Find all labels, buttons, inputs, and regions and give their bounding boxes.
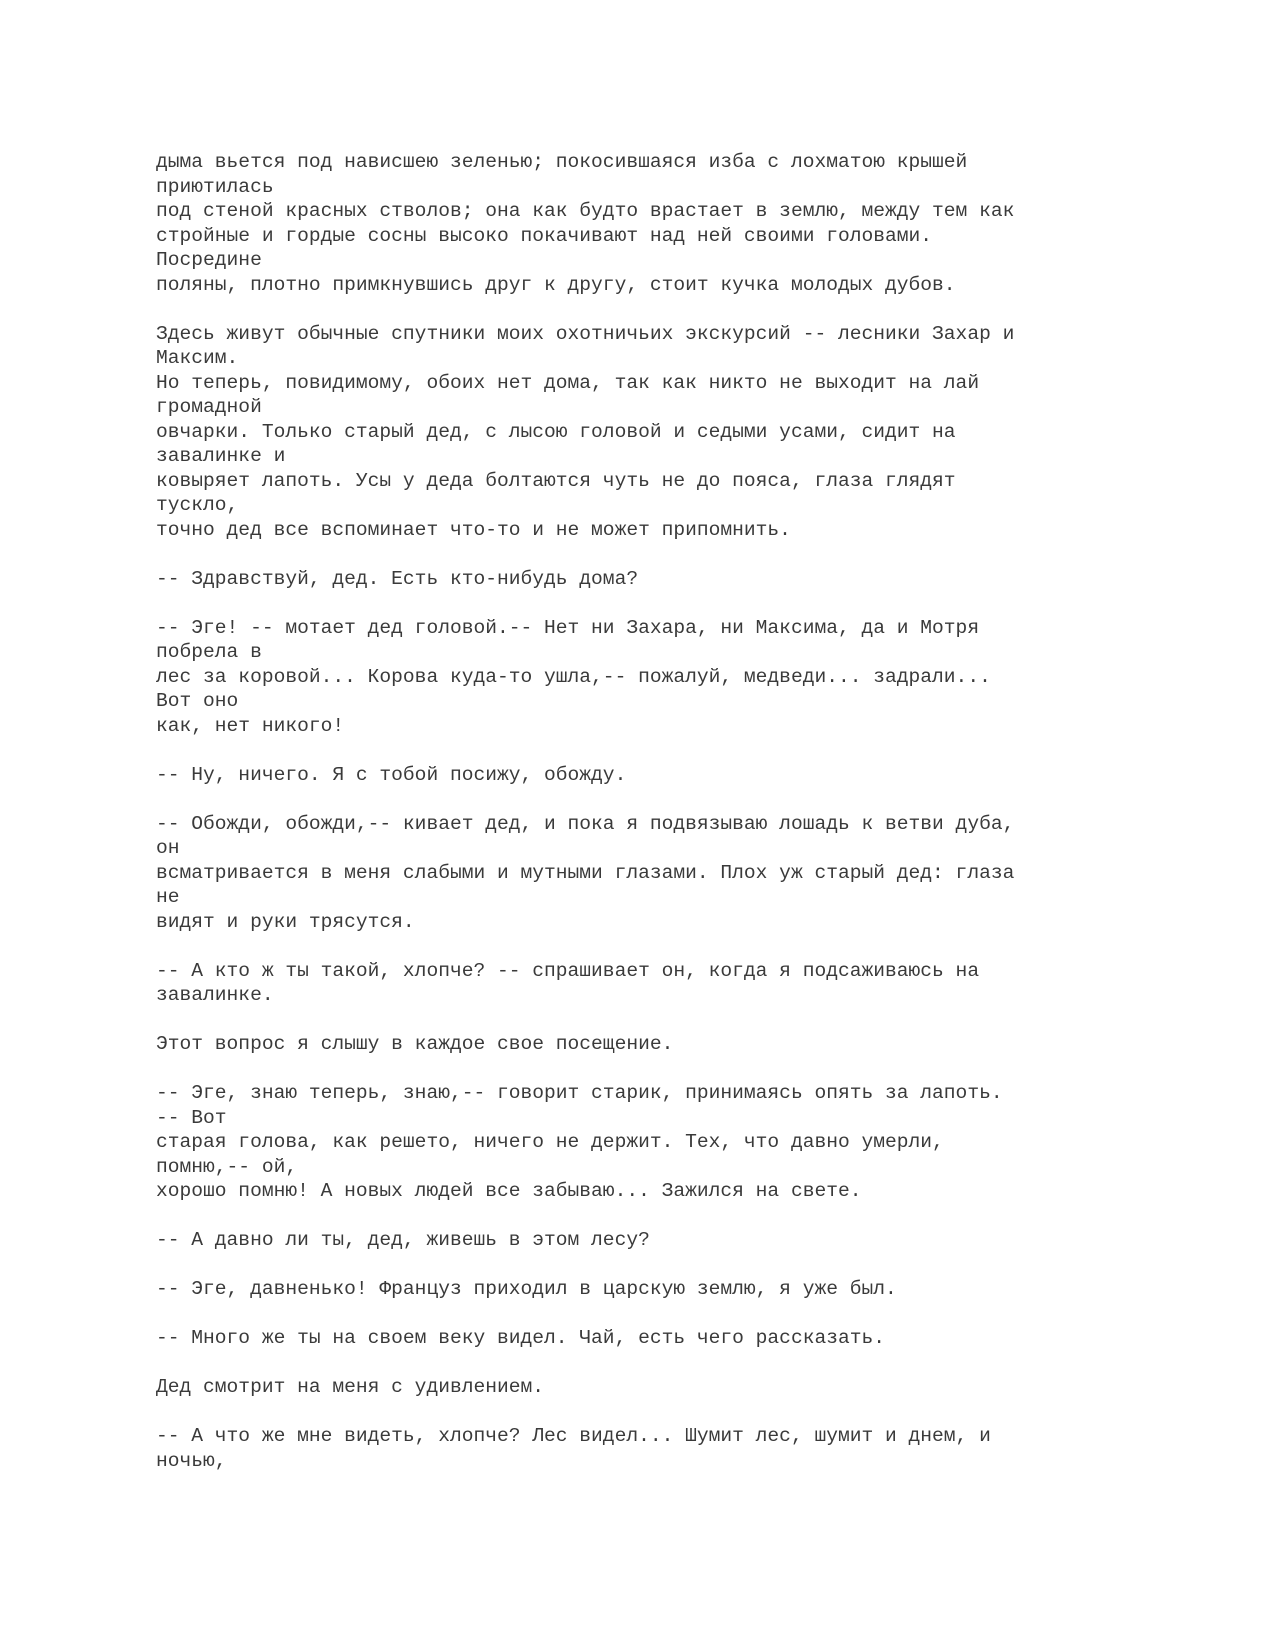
- blank-line: [156, 934, 1256, 959]
- text-line: поляны, плотно примкнувшись друг к другу, стоит кучка молодых дубов.: [156, 273, 956, 296]
- text-line: громадной: [156, 396, 262, 418]
- text-line: -- Эге! -- мотает дед головой.-- Нет ни Захара, ни Максима, да и Мотря: [156, 616, 980, 639]
- text-line: Но теперь, повидимому, обоих нет дома, так как никто не выходит на лай: [156, 371, 980, 394]
- text-line: хорошо помню! А новых людей все забываю... Зажился на свете.: [156, 1180, 862, 1202]
- text-line: -- А давно ли ты, дед, живешь в этом лесу?: [156, 1229, 650, 1251]
- text-line: под стеной красных стволов; она как будто врастает в землю, между тем как: [156, 200, 1015, 222]
- blank-line: [156, 542, 1256, 567]
- text-line: ночью,: [156, 1449, 227, 1472]
- text-line: -- Эге, знаю теперь, знаю,-- говорит старик, принимаясь опять за лапоть.: [156, 1082, 1003, 1104]
- body-text: [156, 150, 1256, 1473]
- blank-line: [156, 1008, 1256, 1033]
- text-line: -- Ну, ничего. Я с тобой посижу, обожду.: [156, 763, 627, 786]
- text-line: овчарки. Только старый дед, с лысою головой и седыми усами, сидит на: [156, 420, 956, 443]
- blank-line: [156, 1253, 1256, 1278]
- blank-line: [156, 1204, 1256, 1229]
- text-line: Здесь живут обычные спутники моих охотничьих экскурсий -- лесники Захар и: [156, 322, 1015, 345]
- text-line: завалинке.: [156, 984, 274, 1006]
- text-line: -- Вот: [156, 1106, 227, 1129]
- text-line: Вот оно: [156, 690, 239, 712]
- text-line: он: [156, 837, 180, 859]
- text-line: стройные и гордые сосны высоко покачивают над ней своими головами.: [156, 224, 933, 247]
- text-line: лес за коровой... Корова куда-то ушла,-- пожалуй, медведи... задрали...: [156, 665, 991, 688]
- text-line: ковыряет лапоть. Усы у деда болтаются чуть не до пояса, глаза глядят: [156, 469, 956, 492]
- blank-line: [156, 1400, 1256, 1425]
- blank-line: [156, 1302, 1256, 1327]
- text-line: не: [156, 886, 180, 908]
- text-line: тускло,: [156, 494, 239, 516]
- text-line: дыма вьется под нависшею зеленью; покосившаяся изба с лохматою крышей: [156, 151, 968, 173]
- text-line: как, нет никого!: [156, 714, 345, 737]
- blank-line: [156, 787, 1256, 812]
- text-line: всматривается в меня слабыми и мутными глазами. Плох уж старый дед: глаза: [156, 861, 1015, 884]
- text-line: -- А что же мне видеть, хлопче? Лес видел... Шумит лес, шумит и днем, и: [156, 1425, 991, 1447]
- blank-line: [156, 1057, 1256, 1082]
- text-line: -- Здравствуй, дед. Есть кто-нибудь дома?: [156, 567, 639, 590]
- blank-line: [156, 297, 1256, 322]
- text-line: помню,-- ой,: [156, 1155, 298, 1178]
- text-line: -- Эге, давненько! Француз приходил в царскую землю, я уже был.: [156, 1278, 897, 1300]
- text-line: Посредине: [156, 249, 262, 271]
- text-line: Максим.: [156, 347, 239, 369]
- text-line: завалинке и: [156, 445, 286, 467]
- text-line: точно дед все вспоминает что-то и не может припомнить.: [156, 518, 791, 541]
- text-line: побрела в: [156, 641, 262, 663]
- blank-line: [156, 738, 1256, 763]
- text-line: -- Много же ты на своем веку видел. Чай, есть чего рассказать.: [156, 1327, 886, 1349]
- blank-line: [156, 1351, 1256, 1376]
- blank-line: [156, 591, 1256, 616]
- text-line: Дед смотрит на меня с удивлением.: [156, 1376, 545, 1398]
- text-line: старая голова, как решето, ничего не держит. Тех, что давно умерли,: [156, 1131, 944, 1153]
- text-line: -- А кто ж ты такой, хлопче? -- спрашивает он, когда я подсаживаюсь на: [156, 959, 980, 982]
- text-line: видят и руки трясутся.: [156, 910, 415, 933]
- text-line: приютилась: [156, 175, 274, 198]
- text-line: -- Обожди, обожди,-- кивает дед, и пока я подвязываю лошадь к ветви дуба,: [156, 812, 1015, 835]
- text-line: Этот вопрос я слышу в каждое свое посещение.: [156, 1033, 674, 1055]
